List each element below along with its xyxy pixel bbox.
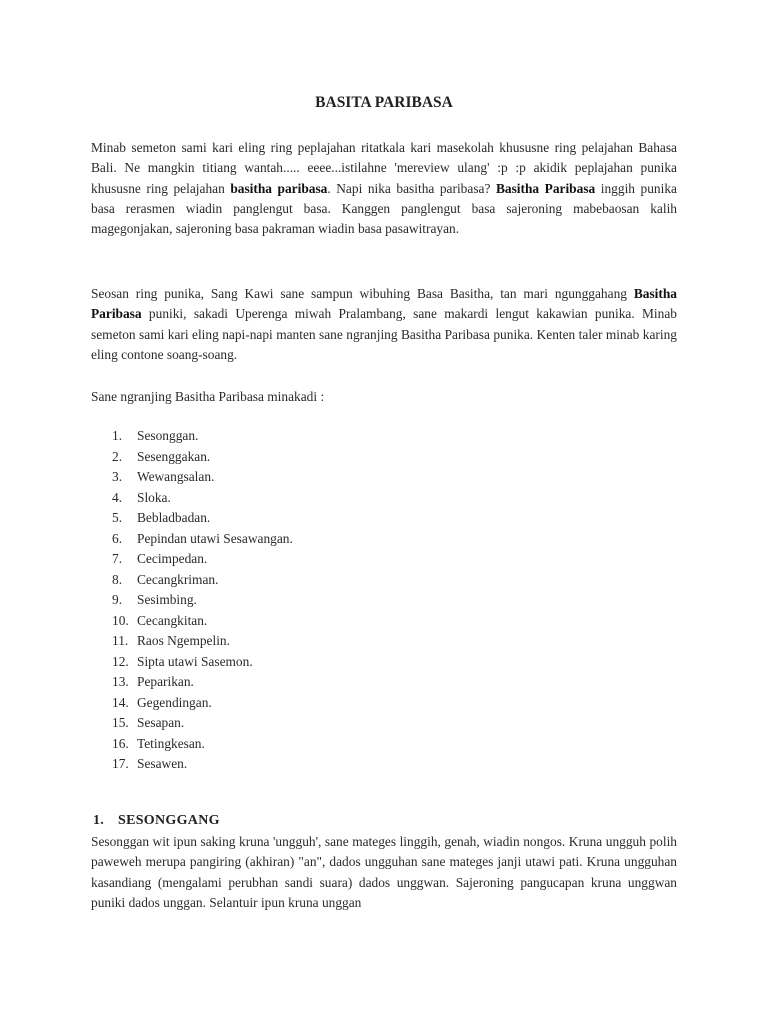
list-item-text: Sesimbing. — [137, 592, 197, 607]
list-item-text: Raos Ngempelin. — [137, 633, 230, 648]
list-item-text: Sesonggan. — [137, 428, 199, 443]
intro-text-e: inggih punika basa rerasmen wiadin panglengut basa. Kanggen panglengut basa sajeroning mabebaosan kalih magegonjakan, sajeroning basa pakraman wiadin basa pasawitrayan. — [91, 180, 677, 237]
second-text-c: puniki, sakadi Uperenga miwah Pralambang, sane makardi lengut kakawian punika. Minab semeton sami kari eling napi-napi manten sane ngranjing Basitha Paribasa punika. Kenten taler minab karing eling contone soang-soang. — [91, 306, 677, 362]
list-item-number: 16. — [112, 735, 129, 751]
section-number: 1. — [93, 813, 105, 828]
list-item-text: Bebladbadan. — [137, 510, 211, 525]
list-item-text: Sesawen. — [137, 756, 188, 771]
section-body: Sesonggan wit ipun saking kruna 'ungguh', sane mateges linggih, genah, wiadin nongos. Kruna ungguh polih paweweh merupa pangiring (akhiran) "an", dados ungguhan sane mateges janji utawi pati. Kruna ungguhan kasandiang (mengalami perubhan sandi suara) dados unggwan. Sajeroning pangucapan kruna unggwan puniki dados unggan. Selantuir ipun kruna unggan — [91, 834, 677, 910]
list-item-number: 5. — [112, 510, 123, 525]
list-item-number: 14. — [112, 694, 129, 710]
intro-bold-term-2: Basitha Paribasa — [495, 180, 596, 196]
intro-text-c: . Napi nika basitha paribasa? — [327, 180, 496, 196]
list-item-number: 7. — [112, 551, 123, 566]
list-item-text: Sipta utawi Sasemon. — [137, 653, 253, 669]
list-item-text: Cecimpedan. — [137, 551, 208, 566]
list-item-number: 15. — [112, 715, 129, 730]
list-item-number: 3. — [112, 469, 123, 484]
intro-bold-term-1: basitha paribasa — [230, 180, 328, 196]
intro-text-a: Minab semeton sami kari eling ring peplajahan ritatkala kari masekolah khususne ring pelajahan Bahasa Bali. Ne mangkin titiang wantah..... eeee...istilahne 'mereview ulang' :p :p akidik peplajahan punika khususne ring pelajahan — [91, 140, 677, 196]
list-item-number: 13. — [112, 674, 129, 689]
list-item-number: 8. — [112, 571, 123, 587]
list-item-number: 6. — [112, 530, 123, 546]
list-item-text: Pepindan utawi Sesawangan. — [137, 530, 293, 546]
list-item-text: Sesapan. — [137, 715, 185, 730]
list-item-number: 4. — [112, 489, 123, 505]
section-heading-text: SESONGGANG — [118, 813, 220, 828]
list-item-number: 12. — [112, 653, 129, 669]
list-item-number: 9. — [112, 592, 123, 607]
list-item-text: Peparikan. — [137, 674, 194, 689]
section-heading — [91, 813, 220, 829]
list-intro: Sane ngranjing Basitha Paribasa minakadi : — [91, 389, 325, 404]
document-title: BASITA PARIBASA — [315, 94, 453, 111]
second-paragraph — [91, 284, 677, 365]
list-item-text: Tetingkesan. — [137, 735, 205, 751]
list-item-text: Wewangsalan. — [137, 469, 215, 484]
list-item-number: 11. — [112, 633, 129, 648]
list-item-number: 17. — [112, 756, 129, 771]
list-item-number: 2. — [112, 448, 123, 464]
list-item-text: Gegendingan. — [137, 694, 212, 710]
second-bold-term: Basitha Paribasa — [91, 286, 677, 322]
list-item-number: 10. — [112, 612, 129, 628]
list-item-number: 1. — [112, 428, 123, 443]
list-item-text: Cecangkriman. — [137, 571, 219, 587]
second-text-a: Seosan ring punika, Sang Kawi sane sampun wibuhing Basa Basitha, tan mari ngunggahang — [91, 286, 634, 301]
list-item-text: Sloka. — [137, 489, 171, 505]
list-item-text: Sesenggakan. — [137, 448, 211, 464]
intro-paragraph — [91, 138, 677, 239]
list-item-text: Cecangkitan. — [137, 612, 208, 628]
